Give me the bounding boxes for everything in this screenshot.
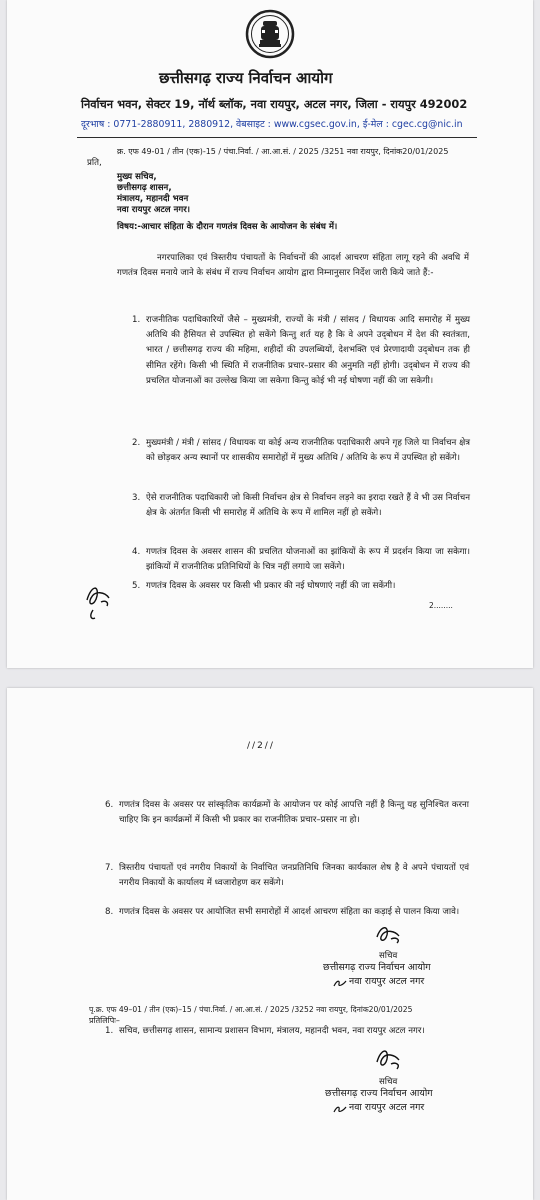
letter-subject: विषय:-आचार संहिता के दौरान गणतंत्र दिवस के आयोजन के संबंध में। (117, 222, 338, 232)
to-label: प्रति, (87, 158, 102, 168)
signature-icon (373, 1044, 407, 1074)
item-text: ऐसे राजनीतिक पदाधिकारी जो किसी निर्वाचन क्षेत्र से निर्वाचन लड़ने का इरादा रखते हैं वे भी उस निर्वाचन क्षेत्र के अंतर्गत किसी भी समारोह में अतिथि के रूप में शामिल नहीं हो सकेंगे। (146, 493, 471, 519)
org-address: निर्वाचन भवन, सेक्टर 19, नॉर्थ ब्लॉक, नवा रायपुर, अटल नगर, जिला - रायपुर 492002 (81, 97, 468, 111)
org-name: छत्तीसगढ़ राज्य निर्वाचन आयोग (159, 69, 333, 87)
signatory-designation: सचिव (379, 1077, 398, 1087)
item-number: 2. (132, 438, 141, 448)
signatory-place: नवा रायपुर अटल नगर (349, 1102, 425, 1113)
signature-icon (373, 921, 407, 949)
recipient-line: मुख्य सचिव, (117, 172, 157, 182)
letter-page-2 (7, 688, 533, 1200)
copy-reference: पृ.क्र. एफ 49–01 / तीन (एक)–15 / पंचा.निर्वा. / आ.आ.सं. / 2025 /3252 नवा रायपुर, दिनांक20/01/2025 (89, 1005, 413, 1014)
item-text: सचिव, छत्तीसगढ़ शासन, सामान्य प्रशासन विभाग, मंत्रालय, महानदी भवन, नवा रायपुर अटल नगर। (119, 1026, 425, 1036)
letter-reference: क्र. एफ 49-01 / तीन (एक)-15 / पंचा.निर्वा. / आ.आ.सं. / 2025 /3251 नवा रायपुर, दिनांक20/01/2025 (117, 147, 449, 156)
item-number: 5. (132, 581, 141, 591)
signatory-designation: सचिव (379, 951, 398, 961)
item-text: राजनीतिक पदाधिकारियों जैसे – मुख्यमंत्री, राज्यों के मंत्री / सांसद / विधायक आदि समारोह में मुख्य अतिथि की हैसियत से उपस्थित हो सकेंगे किन्तु शर्त यह है कि वे अपने उद्‌बोधन में देश की स्वतंत्रता, भारत / छत्तीसगढ़ राज्य की महिमा, शहीदों की उपलब्धियों, देशभक्ति एवं प्रेरणादायी उद्‌बोधन तक ही सीमित रहेंगे। किसी भी स्थिति में राजनीतिक प्रचार–प्रसार की अनुमति नहीं होगी। उद्‌बोधन में राज्य की प्रचलित योजनाओं का उल्लेख किया जा सकेगा किन्तु कोई भी नई घोषणा नहीं की जा सकेगी। (146, 315, 470, 386)
signatory-place: नवा रायपुर अटल नगर (349, 976, 425, 987)
signatory-org: छत्तीसगढ़ राज्य निर्वाचन आयोग (325, 1088, 433, 1099)
item-text: गणतंत्र दिवस के अवसर पर सांस्कृतिक कार्यक्रमों के आयोजन पर कोई आपत्ति नहीं है किन्तु यह सुनिश्चित करना चाहिए कि इन कार्यक्रमों में किसी भी प्रकार का राजनीतिक प्रचार–प्रसार ना हो। (119, 800, 469, 826)
item-number: 6. (105, 800, 114, 810)
recipient-line: छत्तीसगढ़ शासन, (117, 183, 172, 193)
letter-page-1 (7, 0, 533, 668)
list-item (105, 798, 469, 828)
list-item (132, 313, 470, 389)
item-text: मुख्यमंत्री / मंत्री / सांसद / विधायक या कोई अन्य राजनीतिक पदाधिकारी अपने गृह जिले या निर्वाचन क्षेत्र को छोड़कर अन्य स्थानों पर शासकीय समारोहों में मुख्य अतिथि / अतिथि के रूप में उपस्थित हो सकेंगे। (146, 438, 470, 464)
item-text: त्रिस्तरीय पंचायतों एवं नगरीय निकायों के निर्वाचित जनप्रतिनिधि जिनका कार्यकाल शेष है वे अपने पंचायतों एवं नगरीय निकायों के कार्यालय में ध्वजारोहण कर सकेंगे। (119, 863, 469, 889)
list-item (105, 1024, 469, 1039)
pen-mark-icon (333, 978, 347, 988)
list-item (105, 905, 469, 920)
list-item (132, 436, 470, 466)
signatory-org: छत्तीसगढ़ राज्य निर्वाचन आयोग (323, 962, 431, 973)
item-number: 7. (105, 863, 114, 873)
item-text: गणतंत्र दिवस के अवसर पर आयोजित सभी समारोहों में आदर्श आचरण संहिता का कड़ाई से पालन किया जावे। (119, 907, 460, 917)
pen-mark-icon (333, 1104, 347, 1114)
list-item (132, 545, 470, 575)
copy-label: प्रतिलिपिः– (89, 1016, 120, 1025)
page-continue-marker: 2........ (429, 601, 453, 610)
letterhead-divider (77, 137, 477, 138)
list-item (132, 579, 470, 594)
recipient-line: मंत्रालय, महानदी भवन (117, 194, 189, 204)
item-number: 8. (105, 907, 114, 917)
recipient-line: नवा रायपुर अटल नगर। (117, 205, 190, 215)
item-number: 1. (132, 315, 141, 325)
item-text: गणतंत्र दिवस के अवसर पर किसी भी प्रकार की नई घोषणाएं नहीं की जा सकेंगी। (146, 581, 396, 591)
item-number: 1. (105, 1026, 114, 1036)
item-number: 4. (132, 547, 141, 557)
org-contact: दूरभाष : 0771-2880911, 2880912, वेबसाइट : www.cgsec.gov.in, ई-मेल : cgec.cg@nic.in (81, 119, 463, 130)
list-item (132, 491, 470, 521)
list-item (105, 861, 469, 891)
state-emblem-icon (245, 8, 295, 60)
handwritten-initial-icon (83, 580, 117, 622)
page-number: //2// (247, 741, 275, 751)
item-number: 3. (132, 493, 141, 503)
intro-paragraph: नगरपालिका एवं त्रिस्तरीय पंचायतों के निर्वाचनों की आदर्श आचरण संहिता लागू रहने की अवधि में गणतंत्र दिवस मनाये जाने के संबंध में राज्य निर्वाचन आयोग द्वारा निम्नानुसार निर्देश जारी किये जाते हैं:- (117, 253, 469, 279)
item-text: गणतंत्र दिवस के अवसर शासन की प्रचलित योजनाओं का झांकियों के रूप में प्रदर्शन किया जा सकेगा। झांकियों में राजनीतिक प्रतिनिधियों के चित्र नहीं लगाये जा सकेंगे। (146, 547, 470, 573)
